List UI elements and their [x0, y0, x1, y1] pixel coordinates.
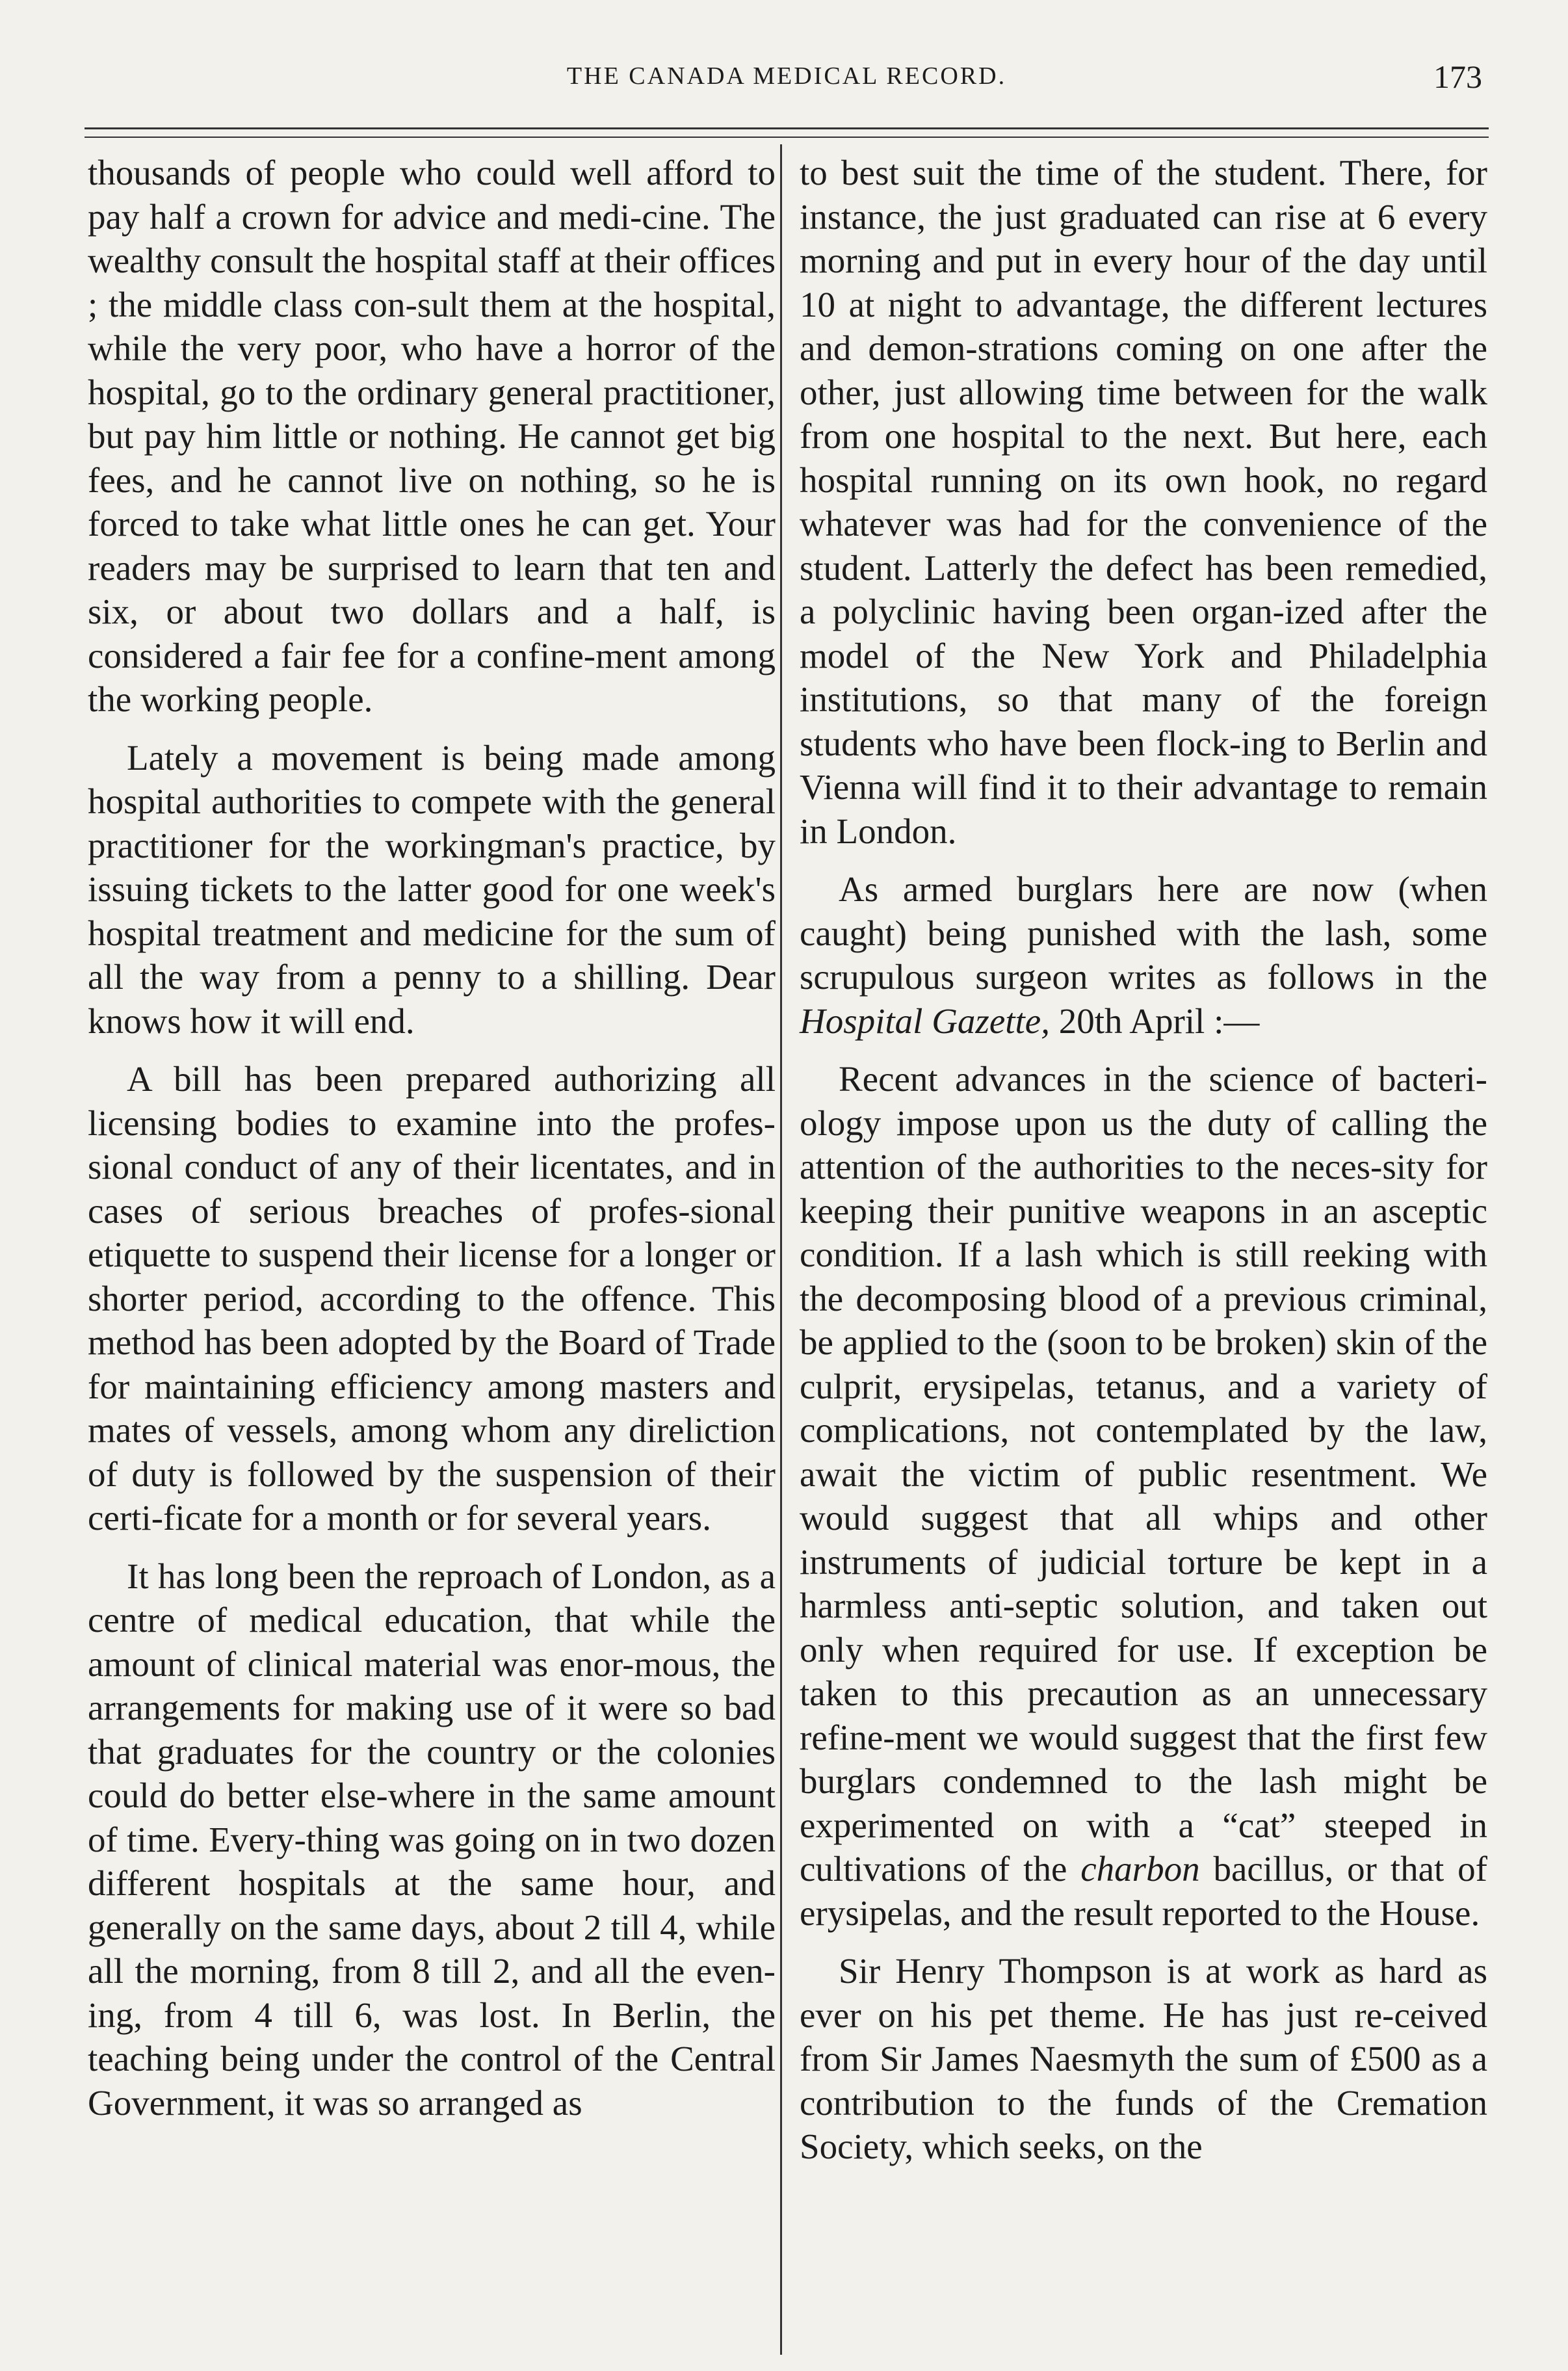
left-paragraph-1: thousands of people who could well afford to pay half a crown for advice and medi-cine. The wealthy consult the hospital staff at their offices ; the middle class con-sult them at the hospital, while the very poor, who have a horror of the hospital, go to the ordinary general practitioner, but pay him little or nothing. He cannot get big fees, and he cannot live on nothing, so he is forced to take what little ones he can get. Your readers may be surprised to learn that ten and six, or about two dollars and a half, is considered a fair fee for a confine-ment among the working people.: [88, 153, 776, 719]
right-column: [800, 151, 1487, 2355]
quoted-passage: [800, 1057, 1487, 1935]
right-paragraph-2-date: 20th April :—: [1049, 1001, 1260, 1041]
running-title: THE CANADA MEDICAL RECORD.: [566, 62, 1007, 90]
quoted-passage-end: bacillus, or that of erysipelas, and the result reported to the House.: [800, 1849, 1487, 1933]
journal-title: Hospital Gazette,: [800, 1001, 1050, 1041]
column-divider: [780, 144, 782, 2355]
right-paragraph-1: to best suit the time of the student. There, for instance, the just graduated can rise at 6 every morning and put in every hour of the day until 10 at night to advantage, the different lectures and demon-strations coming on one after the other, just allowing time between for the walk from one hospital to the next. But here, each hospital running on its own hook, no regard whatever was had for the convenience of the student. Latterly the defect has been remedied, a polyclinic having been organ-ized after the model of the New York and Philadelphia institutions, so that many of the foreign students who have been flock-ing to Berlin and Vienna will find it to their advantage to remain in London.: [800, 153, 1487, 851]
left-paragraph-3: A bill has been prepared authorizing all licensing bodies to examine into the profes-sional conduct of any of their licentates, and in cases of serious breaches of profes-sional etiquette to suspend their license for a longer or shorter period, according to the offence. This method has been adopted by the Board of Trade for maintaining efficiency among masters and mates of vessels, among whom any direliction of duty is followed by the suspension of their certi-ficate for a month or for several years.: [88, 1059, 776, 1538]
left-paragraph-4: It has long been the reproach of London, as a centre of medical education, that while the amount of clinical material was enor-mous, the arrangements for making use of it were so bad that graduates for the country or the colonies could do better else-where in the same amount of time. Every-thing was going on in two dozen different hospitals at the same hour, and generally on the same days, about 2 till 4, while all the morning, from 8 till 2, and all the even-ing, from 4 till 6, was lost. In Berlin, the teaching being under the control of the Central Government, it was so arranged as: [88, 1556, 776, 2123]
page-header: [85, 59, 1489, 107]
right-paragraph-2: [800, 867, 1487, 1043]
quoted-passage-text: Recent advances in the science of bacteri-ology impose upon us the duty of calling the attention of the authorities to the neces-sity for keeping their punitive weapons in an asceptic condition. If a lash which is still reeking with the decomposing blood of a previous criminal, be applied to the (soon to be broken) skin of the culprit, erysipelas, tetanus, and a variety of complications, not contemplated by the law, await the victim of public resentment. We would suggest that all whips and other instruments of judicial torture be kept in a harmless anti-septic solution, and taken out only when required for use. If exception be taken to this precaution as an unnecessary refine-ment we would suggest that the first few burglars condemned to the lash might be experimented on with a “cat” steeped in cultivations of the: [800, 1059, 1487, 1889]
header-rule-bottom: [85, 137, 1489, 138]
page-number: 173: [1433, 59, 1482, 95]
right-paragraph-4: Sir Henry Thompson is at work as hard as ever on his pet theme. He has just re-ceived from Sir James Naesmyth the sum of £500 as a contribution to the funds of the Cremation Society, which seeks, on the: [800, 1951, 1487, 2166]
left-column: [88, 151, 776, 2355]
right-paragraph-2-text: As armed burglars here are now (when caught) being punished with the lash, some scrupulous surgeon writes as follows in the: [800, 869, 1487, 997]
header-rule-top: [85, 127, 1489, 129]
left-paragraph-2: Lately a movement is being made among hospital authorities to compete with the general practitioner for the workingman's practice, by issuing tickets to the latter good for one week's hospital treatment and medicine for the sum of all the way from a penny to a shilling. Dear knows how it will end.: [88, 737, 776, 1041]
quoted-term: charbon: [1080, 1849, 1200, 1889]
